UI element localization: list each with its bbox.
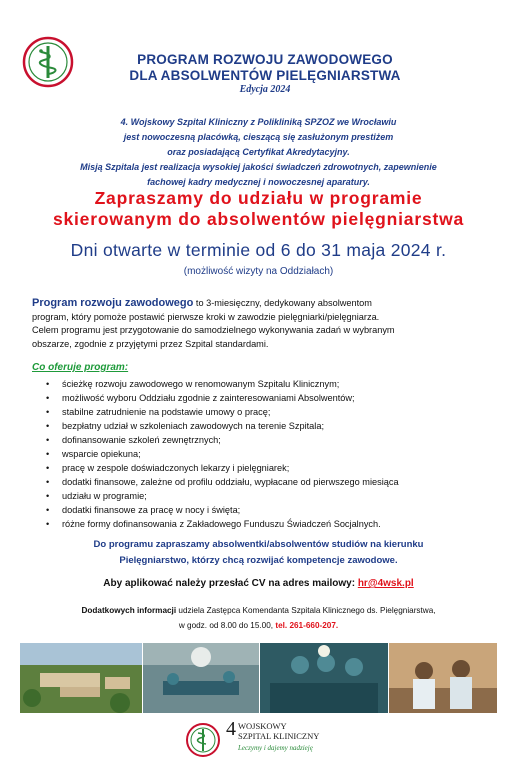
program-text: obszarze, zgodnie z przyjętymi przez Szpital standardami. (32, 338, 269, 349)
info-text: udziela Zastępca Komendanta Szpitala Klinicznego ds. Pielęgniarstwa, (176, 606, 436, 615)
operating-room-photo (143, 643, 259, 713)
program-description (32, 297, 487, 351)
offer-list (46, 377, 486, 531)
program-text: program, który pomoże postawić pierwsze kroki w zawodzie pielęgniarki/pielęgniarza. (32, 311, 380, 322)
offer-heading: Co oferuje program: (32, 362, 129, 373)
target-audience (20, 537, 497, 569)
list-item: • wsparcie opiekuna; (46, 447, 486, 461)
hospital-logo-icon (22, 36, 74, 88)
list-item-continuation: • udziału w programie; (46, 489, 486, 503)
list-item: • dodatki finansowe za pracę w nocy i święta; (46, 503, 486, 517)
invitation-line-2: skierowanym do absolwentów pielęgniarstwa (52, 209, 465, 229)
title-line-1: PROGRAM ROZWOJU ZAWODOWEGO (137, 52, 393, 67)
surgery-team-photo (260, 643, 388, 713)
info-text: w godz. od 8.00 do 15.00, (178, 621, 276, 630)
nurses-photo (389, 643, 497, 713)
footer-hospital-name (238, 721, 319, 741)
edition-label: Edycja 2024 (239, 84, 291, 95)
intro-line: jest nowoczesną placówką, cieszącą się zasłużonym prestiżem (123, 132, 394, 142)
invitation-line-1: Zapraszamy do udziału w programie (94, 188, 423, 208)
info-lead: Dodatkowych informacji (81, 606, 177, 615)
intro-paragraph (20, 115, 497, 190)
footer-hospital-number: 4 (226, 718, 236, 740)
list-item: • pracę w zespole doświadczonych lekarzy i pielęgniarek; (46, 461, 486, 475)
target-line: Pielęgniarstwo, którzy chcą rozwijać kompetencje zawodowe. (119, 555, 398, 566)
intro-line: Misją Szpitala jest realizacja wysokiej jakości świadczeń zdrowotnych, zapewnienie (80, 162, 437, 172)
list-item: • dofinansowanie szkoleń zewnętrznych; (46, 433, 486, 447)
phone-number: tel. 261-660-207. (275, 621, 339, 630)
footer-name-line-2: SZPITAL KLINICZNY (238, 731, 320, 741)
hospital-aerial-photo (20, 643, 142, 713)
footer-name-line-1: WOJSKOWY (238, 721, 287, 731)
apply-instructions (20, 578, 497, 589)
target-line: Do programu zapraszamy absolwentki/absolwentów studiów na kierunku (93, 539, 424, 550)
email-link[interactable]: hr@4wsk.pl (357, 578, 414, 589)
hospital-footer-logo-icon (183, 722, 223, 758)
contact-info (20, 603, 497, 633)
list-item: • stabilne zatrudnienie na podstawie umowy o pracę; (46, 405, 486, 419)
program-title (100, 52, 430, 84)
intro-line: fachowej kadry medycznej i nowoczesnej aparatury. (147, 177, 370, 187)
program-text: to 3-miesięczny, dedykowany absolwentom (193, 298, 372, 308)
apply-text: Aby aplikować należy przesłać CV na adres mailowy: (103, 578, 358, 589)
open-days-note: (możliwość wizyty na Oddziałach) (183, 266, 334, 277)
intro-line: 4. Wojskowy Szpital Kliniczny z Polikliniką SPZOZ we Wrocławiu (120, 117, 397, 127)
list-item: • możliwość wyboru Oddziału zgodnie z zainteresowaniami Absolwentów; (46, 391, 486, 405)
list-item: • dodatki finansowe, zależne od profilu oddziału, wypłacane od pierwszego miesiąca (46, 475, 486, 489)
list-item: • różne formy dofinansowania z Zakładowego Funduszu Świadczeń Socjalnych. (46, 517, 486, 531)
open-days-text: Dni otwarte w terminie od 6 do 31 maja 2024 r. (70, 240, 447, 260)
footer-motto: Leczymy i dajemy nadzieję (238, 744, 313, 752)
intro-line: oraz posiadającą Certyfikat Akredytacyjny. (167, 147, 350, 157)
title-line-2: DLA ABSOLWENTÓW PIELĘGNIARSTWA (129, 68, 401, 83)
program-lead: Program rozwoju zawodowego (32, 297, 194, 309)
list-item: • ścieżkę rozwoju zawodowego w renomowanym Szpitalu Klinicznym; (46, 377, 486, 391)
invitation-heading (20, 188, 497, 230)
list-item: • bezpłatny udział w szkoleniach zawodowych na terenie Szpitala; (46, 419, 486, 433)
program-text: Celem programu jest przygotowanie do samodzielnego wykonywania zadań w wybranym (32, 325, 395, 335)
